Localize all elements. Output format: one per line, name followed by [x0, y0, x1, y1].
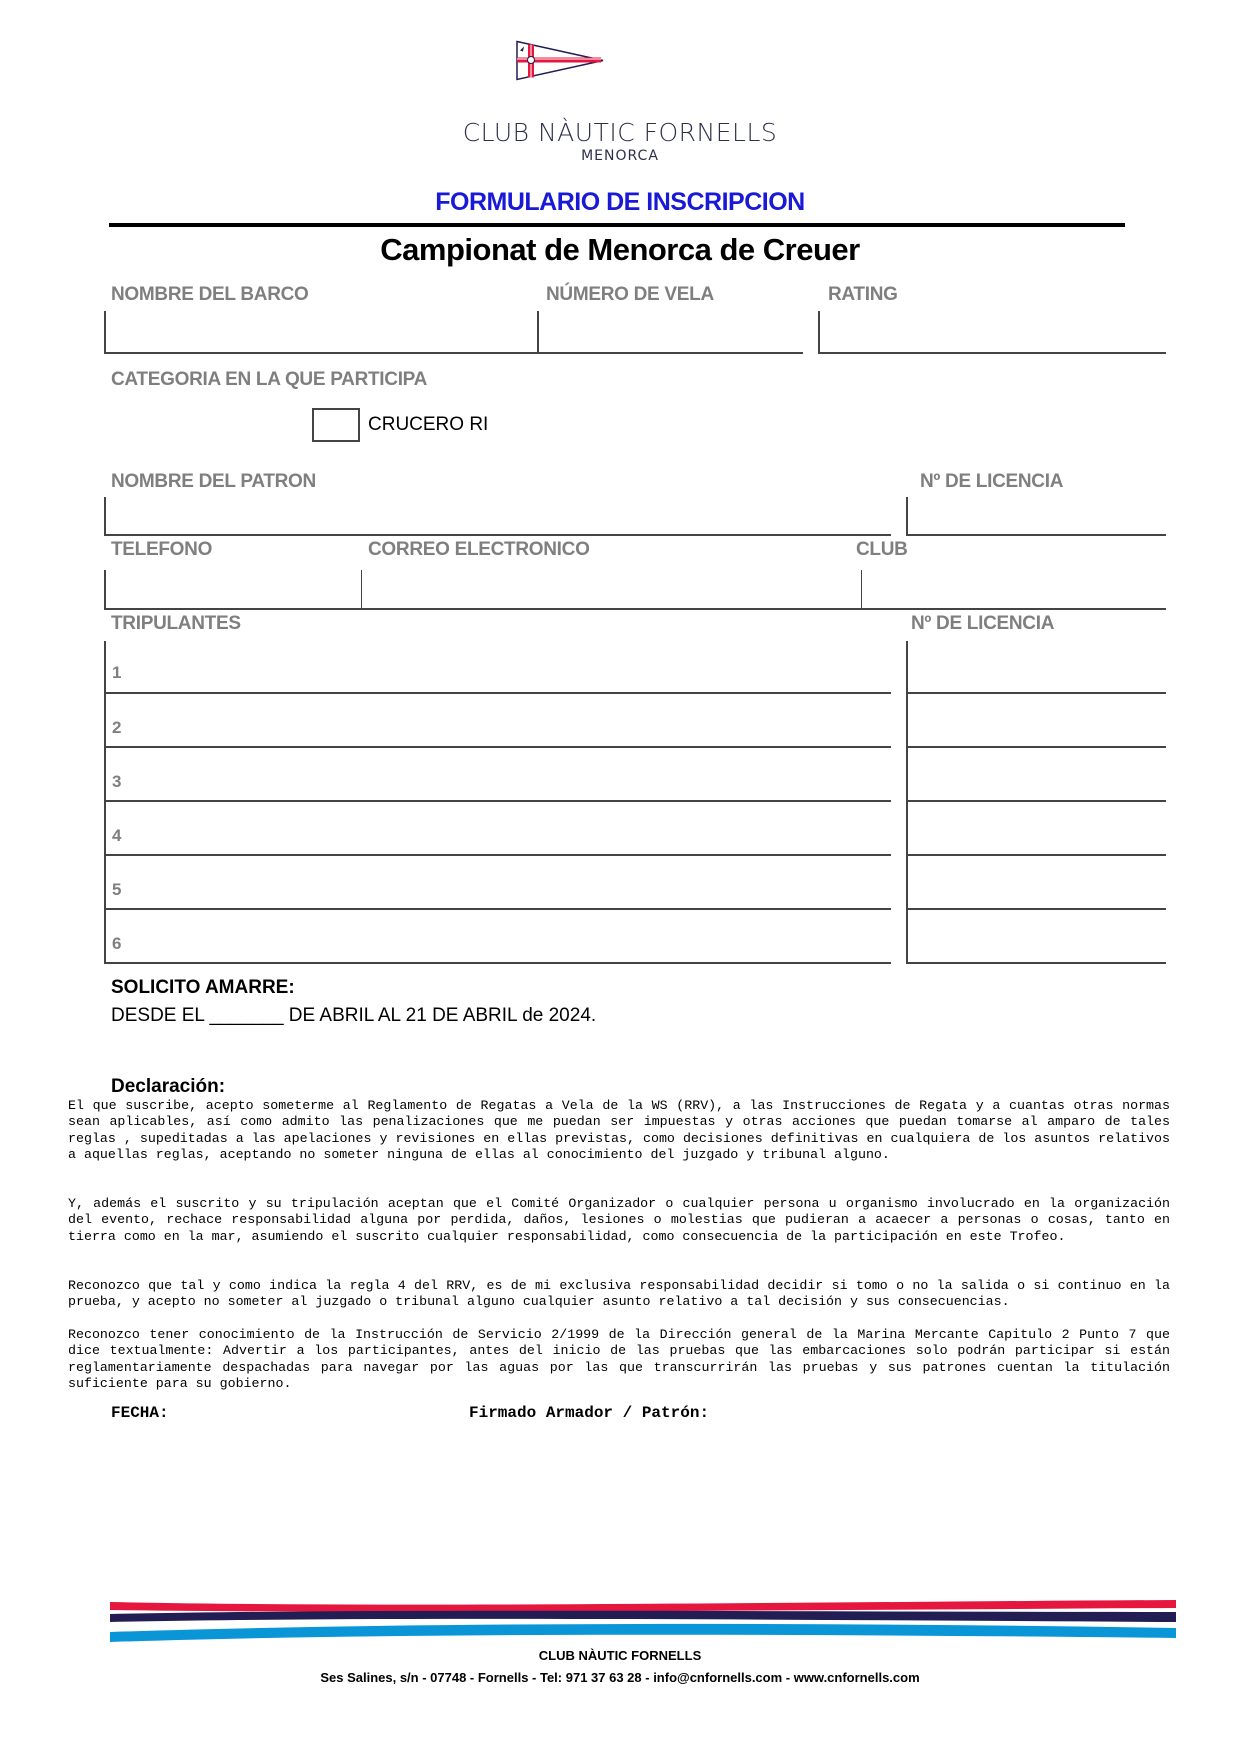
crew-license-input[interactable]	[906, 856, 1166, 910]
declaration-paragraph: Reconozco que tal y como indica la regla 4 del RRV, es de mi exclusiva responsabilidad decidir si tomo o no la salida o si continuo en la prueba, y acepto no someter al juzgado o tribunal alguno cualquier asunto relativo a tal decisión y sus consecuencias.	[68, 1278, 1170, 1310]
crucero-ri-checkbox[interactable]	[312, 408, 360, 442]
crew-row	[104, 802, 1166, 856]
crew-label: TRIPULANTES	[111, 613, 241, 634]
logo-club-location: MENORCA	[581, 148, 659, 164]
crew-license-input[interactable]	[906, 641, 1166, 694]
skipper-license-input[interactable]	[906, 497, 1166, 536]
footer-club-name: CLUB NÀUTIC FORNELLS	[538, 1648, 702, 1663]
footer-waves	[110, 1598, 1176, 1646]
phone-input[interactable]	[104, 570, 362, 610]
crew-license-input[interactable]	[906, 748, 1166, 802]
crew-license-input[interactable]	[906, 802, 1166, 856]
crew-row-number: 2	[112, 718, 122, 737]
signature-label: Firmado Armador / Patrón:	[469, 1404, 710, 1422]
club-label: CLUB	[856, 539, 908, 560]
declaration-paragraph: Y, además el suscrito y su tripulación aceptan que el Comité Organizador o cualquier persona u organismo involucrado en la organización del evento, rechace responsabilidad alguna por perdida, daños, lesiones o molestias que pudieran a acaecer a personas o cosas, tanto en tierra como en la mar, asumiendo el suscrito cualquier responsabilidad, como consecuencia de la participación en este Trofeo.	[68, 1196, 1170, 1244]
crew-row	[104, 641, 1166, 694]
skipper-license-label: Nº DE LICENCIA	[920, 471, 1064, 492]
crew-license-label: Nº DE LICENCIA	[911, 613, 1055, 634]
category-label: CATEGORIA EN LA QUE PARTICIPA	[111, 369, 428, 390]
crew-name-input[interactable]	[104, 856, 891, 910]
declaration-paragraph: El que suscribe, acepto someterme al Reglamento de Regatas a Vela de la WS (RRV), a las Instrucciones de Regata y a cuantas otras normas sean aplicables, así como admito las penalizaciones que me puedan ser impuestas y otras acciones que puedan tomarse al amparo de tales reglas , supeditadas a las apelaciones y revisiones en ellas previstas, como decisiones definitivas en cualquiera de los asuntos relativos a aquellas reglas, aceptando no someter ninguna de ellas al conocimiento del juzgado y tribunal alguno.	[68, 1098, 1170, 1163]
mooring-title: SOLICITO AMARRE:	[111, 977, 295, 998]
email-input[interactable]	[361, 570, 862, 610]
crew-table	[104, 641, 1166, 964]
skipper-name-label: NOMBRE DEL PATRON	[111, 471, 316, 492]
crew-row-number: 4	[112, 826, 122, 845]
form-title: FORMULARIO DE INSCRIPCION	[435, 188, 805, 216]
boat-name-label: NOMBRE DEL BARCO	[111, 284, 309, 305]
crew-row-number: 3	[112, 772, 122, 791]
sail-number-input[interactable]	[537, 311, 803, 354]
date-label: FECHA:	[111, 1404, 169, 1422]
crew-row	[104, 856, 1166, 910]
crew-license-input[interactable]	[906, 694, 1166, 748]
rating-input[interactable]	[818, 311, 1166, 354]
crew-name-input[interactable]	[104, 802, 891, 856]
skipper-name-input[interactable]	[104, 497, 891, 536]
declaration-title: Declaración:	[111, 1076, 226, 1097]
club-logo-pennant	[515, 38, 695, 108]
sail-number-label: NÚMERO DE VELA	[546, 284, 714, 305]
title-divider	[109, 223, 1125, 227]
crew-row-number: 6	[112, 934, 122, 953]
logo-club-name: CLUB NÀUTIC FORNELLS	[462, 118, 778, 147]
blue-wave	[110, 1624, 1176, 1642]
crucero-ri-label: CRUCERO RI	[368, 414, 489, 435]
phone-label: TELEFONO	[111, 539, 213, 560]
email-label: CORREO ELECTRONICO	[368, 539, 590, 560]
crew-row	[104, 910, 1166, 964]
rating-label: RATING	[828, 284, 898, 305]
mooring-dates: DESDE EL _______ DE ABRIL AL 21 DE ABRIL de 2024.	[111, 1005, 597, 1026]
footer-address: Ses Salines, s/n - 07748 - Fornells - Tel: 971 37 63 28 - info@cnfornells.com - www.cnfornells.com	[320, 1670, 920, 1685]
crew-license-input[interactable]	[906, 910, 1166, 964]
crew-row	[104, 748, 1166, 802]
boat-name-input[interactable]	[104, 311, 538, 354]
event-title: Campionat de Menorca de Creuer	[380, 232, 860, 267]
crew-name-input[interactable]	[104, 694, 891, 748]
crew-row	[104, 694, 1166, 748]
red-wave	[110, 1600, 1176, 1612]
club-input[interactable]	[861, 570, 1166, 610]
crew-name-input[interactable]	[104, 748, 891, 802]
crew-name-input[interactable]	[104, 641, 891, 694]
navy-wave	[110, 1611, 1176, 1622]
crew-name-input[interactable]	[104, 910, 891, 964]
crew-row-number: 1	[112, 663, 122, 682]
declaration-paragraph: Reconozco tener conocimiento de la Instrucción de Servicio 2/1999 de la Dirección general de la Marina Mercante Capitulo 2 Punto 7 que dice textualmente: Advertir a los participantes, antes del inicio de las pruebas que las embarcaciones solo podrán participar si están reglamentariamente despachadas para navegar por las aguas por las que transcurrirán las pruebas y sus patrones cuentan la titulación suficiente para su gobierno.	[68, 1327, 1170, 1392]
crew-row-number: 5	[112, 880, 122, 899]
